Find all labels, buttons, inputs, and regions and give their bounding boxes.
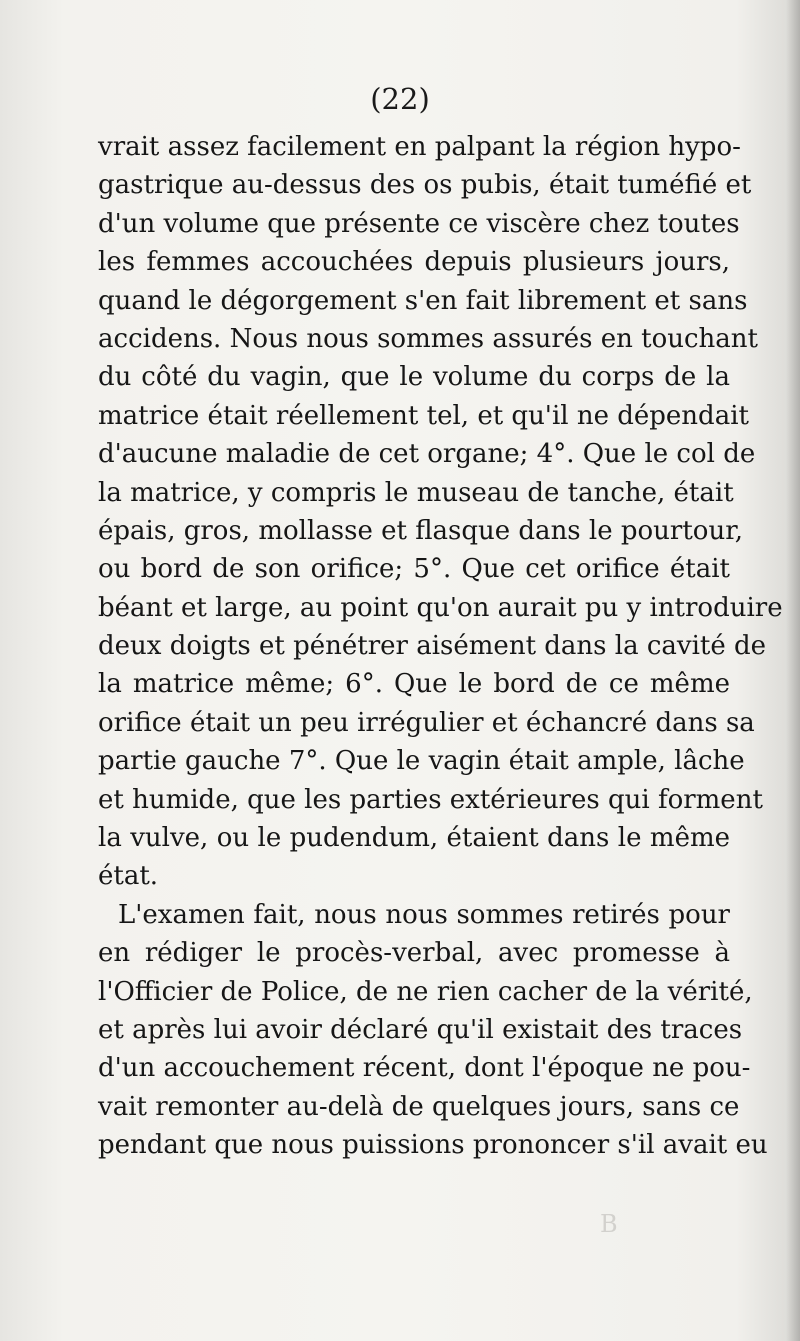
text-line: L'examen fait, nous nous sommes retirés pour (118, 899, 730, 930)
text-line: la matrice même; 6°. Que le bord de ce même (98, 669, 730, 700)
paragraph-2 (98, 896, 768, 1165)
text-line: d'un volume que présente ce viscère chez toutes (98, 208, 740, 239)
text-line: ou bord de son orifice; 5°. Que cet orifice était (98, 554, 730, 585)
text-line: en rédiger le procès-verbal, avec promesse à (98, 938, 730, 969)
text-line: du côté du vagin, que le volume du corps de la (98, 362, 730, 393)
text-line: l'Officier de Police, de ne rien cacher de la vérité, (98, 976, 753, 1007)
signature-mark: B (600, 1210, 618, 1238)
text-line: épais, gros, mollasse et flasque dans le pourtour, (98, 515, 744, 546)
text-line: béant et large, au point qu'on aurait pu y introduire (98, 592, 783, 623)
text-line: pendant que nous puissions prononcer s'il avait eu (98, 1130, 768, 1161)
text-line: état. (98, 861, 159, 892)
text-line: d'aucune maladie de cet organe; 4°. Que le col de (98, 439, 756, 470)
body-text (98, 128, 783, 1165)
text-line: la vulve, ou le pudendum, étaient dans le même (98, 823, 730, 854)
text-line: vrait assez facilement en palpant la région hypo- (98, 132, 741, 162)
page-edge-shadow (786, 0, 800, 1341)
text-line: et humide, que les parties extérieures qui forment (98, 784, 763, 815)
text-line: et après lui avoir déclaré qu'il existait des traces (98, 1014, 743, 1045)
text-line: vait remonter au-delà de quelques jours, sans ce (98, 1091, 740, 1122)
text-line: d'un accouchement récent, dont l'époque ne pou- (98, 1053, 751, 1084)
text-line: partie gauche 7°. Que le vagin était ample, lâche (98, 746, 745, 777)
text-line: accidens. Nous nous sommes assurés en touchant (98, 323, 758, 354)
paragraph-1 (98, 128, 783, 896)
text-line: matrice était réellement tel, et qu'il ne dépendait (98, 400, 749, 431)
text-line: orifice était un peu irrégulier et échancré dans sa (98, 707, 755, 738)
text-line: gastrique au-dessus des os pubis, était tuméfié et (98, 170, 752, 201)
text-line: les femmes accouchées depuis plusieurs jours, (98, 247, 730, 278)
text-line: quand le dégorgement s'en fait librement et sans (98, 285, 748, 316)
text-line: la matrice, y compris le museau de tanche, était (98, 477, 734, 508)
page-number: (22) (370, 82, 430, 116)
text-line: deux doigts et pénétrer aisément dans la cavité de (98, 631, 767, 662)
